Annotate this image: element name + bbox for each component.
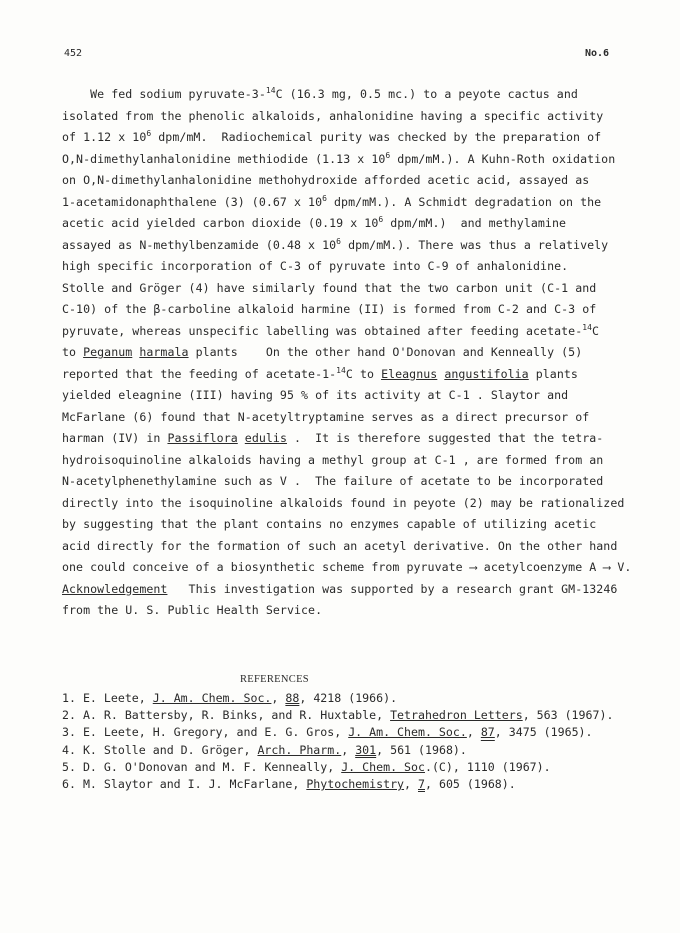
text-line-16: McFarlane (6) found that N-acetyltryptamine serves as a direct precursor of: [62, 409, 590, 424]
text-line-21: by suggesting that the plant contains no enzymes capable of utilizing acetic: [62, 517, 597, 531]
text-line-2: isolated from the phenolic alkaloids, anhalonidine having a specific activity: [62, 108, 604, 123]
text-line-9: high specific incorporation of C-3 of pyruvate into C-9 of anhalonidine.: [62, 259, 569, 273]
species-epithet: edulis: [244, 431, 287, 445]
reference-4: 4. K. Stolle and D. Gröger, Arch. Pharm., 301, 561 (1968).: [62, 742, 467, 757]
reference-1: 1. E. Leete, J. Am. Chem. Soc., 88, 4218 (1966).: [62, 691, 398, 705]
text-line-15: yielded eleagnine (III) having 95 % of its activity at C-1 . Slaytor and: [62, 388, 569, 402]
reference-3: 3. E. Leete, H. Gregory, and E. G. Gros, J. Am. Chem. Soc., 87, 3475 (1965).: [62, 725, 593, 740]
text-line-12: pyruvate, whereas unspecific labelling was obtained after feeding acetate-$^{14}$C: [62, 322, 599, 338]
text-line-22: acid directly for the formation of such an acetyl derivative. On the other hand: [62, 538, 618, 553]
reference-2: 2. A. R. Battersby, R. Binks, and R. Huxtable, Tetrahedron Letters, 563 (1967).: [62, 708, 614, 723]
page-number: 452: [64, 48, 83, 59]
main-text: [62, 84, 652, 622]
text-line-17: harman (IV) in Passiflora edulis . It is therefore suggested that the tetra-: [62, 431, 604, 445]
text-line-10: Stolle and Gröger (4) have similarly found that the two carbon unit (C-1 and: [62, 280, 597, 295]
reference-6: 6. M. Slaytor and I. J. McFarlane, Phytochemistry, 7, 605 (1968).: [62, 777, 516, 792]
species-genus: Passiflora: [167, 431, 238, 445]
species-epithet: angustifolia: [444, 366, 529, 381]
text-line-6: 1-acetamidonaphthalene (3) (0.67 x $10^6$ dpm/mM.). A Schmidt degradation on the: [62, 193, 602, 209]
text-line-23: one could conceive of a biosynthetic scheme from pyruvate ⟶ acetylcoenzyme A ⟶ V.: [62, 560, 632, 574]
references-heading: REFERENCES: [240, 674, 309, 685]
text-line-8: assayed as N-methylbenzamide (0.48 x $10^6$ dpm/mM.). There was thus a relatively: [62, 236, 609, 252]
text-line-19: N-acetylphenethylamine such as V . The failure of acetate to be incorporated: [62, 474, 604, 488]
reference-5: 5. D. G. O'Donovan and M. F. Kenneally, J. Chem. Soc.(C), 1110 (1967).: [62, 759, 551, 774]
species-epithet: harmala: [139, 345, 189, 359]
text-line-13: to Peganum harmala plants On the other hand O'Donovan and Kenneally (5): [62, 345, 583, 359]
text-line-11: C-10) of the β-carboline alkaloid harmine (II) is formed from C-2 and C-3 of: [62, 302, 597, 316]
text-line-5: on O,N-dimethylanhalonidine methohydroxide afforded acetic acid, assayed as: [62, 173, 590, 187]
species-genus: Peganum: [83, 345, 133, 359]
references-list: [62, 690, 652, 793]
acknowledgement-line: Acknowledgement This investigation was supported by a research grant GM-13246: [62, 581, 618, 596]
species-genus: Eleagnus: [381, 366, 438, 381]
text-line-1: We fed sodium pyruvate-3-$^{14}$C (16.3 mg, 0.5 mc.) to a peyote cactus and: [62, 86, 578, 101]
text-line-3: of 1.12 x $10^6$ dpm/mM. Radiochemical purity was checked by the preparation of: [62, 129, 602, 144]
text-line-4: O,N-dimethylanhalonidine methiodide (1.13 x $10^6$ dpm/mM.). A Kuhn-Roth oxidation: [62, 150, 616, 166]
text-line-25: from the U. S. Public Health Service.: [62, 603, 323, 617]
acknowledgement-heading: Acknowledgement: [62, 581, 168, 596]
text-line-14: reported that the feeding of acetate-1-$^{14}$C to Eleagnus angustifolia plants: [62, 365, 578, 381]
text-line-20: directly into the isoquinoline alkaloids found in peyote (2) may be rationalized: [62, 495, 625, 510]
text-line-7: acetic acid yielded carbon dioxide (0.19 x $10^6$ dpm/mM.) and methylamine: [62, 215, 567, 230]
text-line-18: hydroisoquinoline alkaloids having a methyl group at C-1 , are formed from an: [62, 452, 604, 467]
issue-number: No.6: [585, 48, 610, 59]
